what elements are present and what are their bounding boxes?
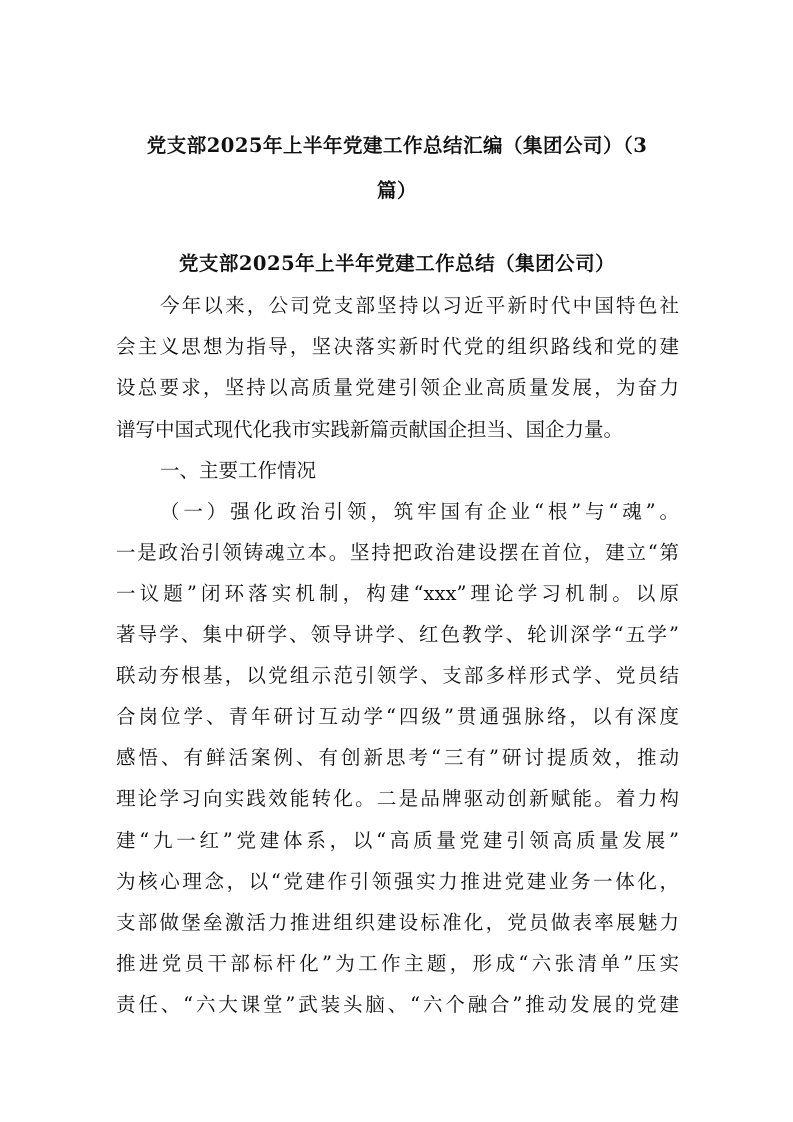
paragraph-line: 设总要求，坚持以高质量党建引领企业高质量发展，为奋力 xyxy=(116,376,679,399)
paragraph-line: 感悟、有鲜活案例、有创新思考“三有”研讨提质效，推动 xyxy=(116,746,679,769)
paragraph-line: 谱写中国式现代化我市实践新篇贡献国企担当、国企力量。 xyxy=(116,418,624,441)
paragraph-line: 今年以来，公司党支部坚持以习近平新时代中国特色社 xyxy=(160,294,679,317)
paragraph-line: 一议题”闭环落实机制，构建“xxx”理论学习机制。以原 xyxy=(116,582,679,605)
paragraph-line: 合岗位学、青年研讨互动学“四级”贯通强脉络，以有深度 xyxy=(116,705,679,728)
paragraph-line: 建“九一红”党建体系，以“高质量党建引领高质量发展” xyxy=(116,829,679,852)
paragraph-line: 会主义思想为指导，坚决落实新时代党的组织路线和党的建 xyxy=(116,335,679,358)
paragraph-line: 理论学习向实践效能转化。二是品牌驱动创新赋能。着力构 xyxy=(116,787,679,810)
paragraph-line: 支部做堡垒激活力推进组织建设标准化，党员做表率展魅力 xyxy=(116,911,679,934)
document-title-line-1: 党支部2025年上半年党建工作总结汇编（集团公司）（3 xyxy=(146,134,648,157)
paragraph-line: 为核心理念，以“党建作引领强实力推进党建业务一体化， xyxy=(116,870,679,893)
paragraph-line: 责任、“六大课堂”武装头脑、“六个融合”推动发展的党建 xyxy=(116,993,679,1016)
paragraph-line: 推进党员干部标杆化”为工作主题，形成“六张清单”压实 xyxy=(116,952,679,975)
paragraph-line: 著导学、集中研学、领导讲学、红色教学、轮训深学“五学” xyxy=(116,623,679,646)
document-title-line-2: 篇） xyxy=(376,179,417,202)
subsection-heading: （一）强化政治引领，筑牢国有企业“根”与“魂”。 xyxy=(160,500,679,523)
section-title: 党支部2025年上半年党建工作总结（集团公司） xyxy=(178,252,616,275)
section-heading: 一、主要工作情况 xyxy=(160,459,317,482)
paragraph-line: 联动夯根基，以党组示范引领学、支部多样形式学、党员结 xyxy=(116,664,679,687)
paragraph-line: 一是政治引领铸魂立本。坚持把政治建设摆在首位，建立“第 xyxy=(116,541,679,564)
